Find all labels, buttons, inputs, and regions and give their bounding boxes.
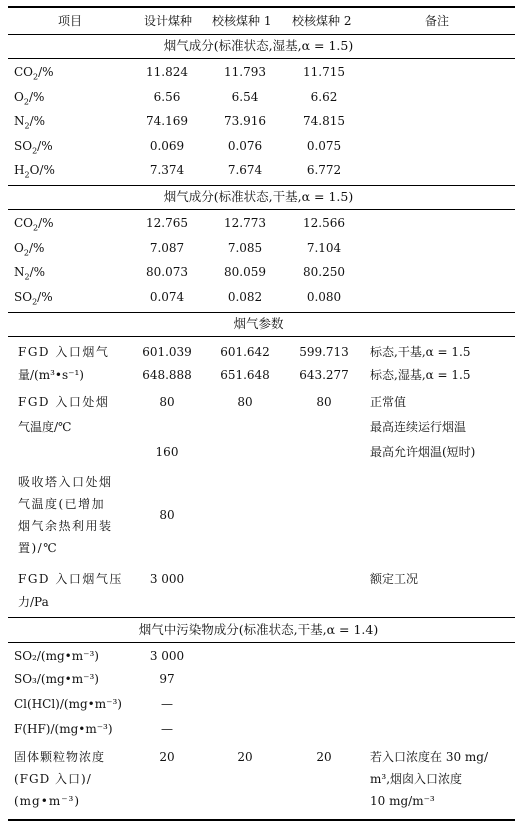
table-row [0,135,517,157]
value-check1: 6.54 [231,89,259,104]
param-press-label-1: FGD 入口烟气压 [18,572,123,586]
value: 20 [159,750,175,764]
row-label-base: SO [14,138,33,153]
value-check2: 0.080 [306,289,342,304]
section-wet-rule [8,58,515,59]
value: 3 000 [149,572,185,586]
row-label-unit: /% [28,240,45,255]
note: 额定工况 [370,572,419,586]
header-design: 设计煤种 [143,14,192,28]
pollutant-hcl-row [0,693,517,715]
row-label-unit: /% [29,265,46,279]
note-line: m³,烟囱入口浓度 [370,772,463,786]
row-label [14,261,45,283]
table-top-rule [8,6,515,8]
row-label-base: N [14,265,25,279]
section-params-top-rule [8,312,515,313]
value-check1: 11.793 [224,65,266,79]
row-label-sub: 2 [33,72,39,82]
value-check2: 7.104 [306,240,342,255]
row-label-unit: /% [38,65,54,79]
pollutant-so3-row [0,668,517,690]
param-pressure-row [0,568,517,590]
row-label-sub: 2 [23,96,29,106]
row-label-base: N [14,114,25,128]
section-params-rule [8,336,515,337]
note: 正常值 [370,395,407,409]
row-label [14,110,45,132]
label-line: (FGD 入口)/ [14,772,92,786]
row-label [14,286,53,308]
param-flow-dry-row [0,341,517,363]
row-label-unit: /% [28,89,45,104]
row-label [14,86,44,108]
value-design: 74.169 [146,114,188,128]
value-design: 12.765 [146,216,188,230]
param-temp-label-1: FGD 入口处烟 [18,395,110,409]
value-design: 7.087 [149,240,185,255]
row-label-sub: 2 [24,121,30,131]
value-check1: 0.082 [227,289,263,304]
param-absorber-row [0,504,517,526]
value-design: 7.374 [149,163,185,177]
note-line: 若入口浓度在 30 mg/ [370,750,489,764]
row-label [14,212,54,234]
table-bottom-rule [8,819,515,821]
row-label-sub: 2 [24,272,30,282]
row-label-unit: /% [29,114,46,128]
value-design: 0.074 [149,289,185,304]
note: 标态,湿基,α = 1.5 [370,368,471,382]
value-design: 11.824 [146,65,188,79]
row-label-sub: 2 [32,296,38,306]
value: 3 000 [149,649,185,663]
value-design: 80.073 [146,265,188,279]
value: 80 [316,395,332,409]
param-flow-wet-row [0,364,517,386]
table-row [0,286,517,308]
section-dry-top-rule [8,185,515,186]
pollutant-label: Cl(HCl)/(mg•m⁻³) [14,697,122,711]
row-label-base: O [14,240,24,255]
value: 651.648 [220,368,270,382]
pollutant-dust-note [370,746,488,812]
label-line: 气温度(已增加 [18,497,106,511]
value: 80 [159,395,175,409]
pollutant-label: SO₃/(mg•m⁻³) [14,672,99,686]
pollutant-label: SO₂/(mg•m⁻³) [14,649,99,663]
value-check1: 12.773 [224,216,266,230]
value: 97 [159,672,175,686]
row-label-base: SO [14,289,33,304]
row-label-base: CO [14,216,34,230]
header-rule [8,34,515,35]
note-line: 10 mg/m⁻³ [370,794,435,808]
param-temp-row [0,391,517,413]
row-label-sub: 2 [24,170,30,180]
note: 最高允许烟温(短时) [370,445,476,459]
row-label-unit: /% [37,289,53,304]
value-check2: 12.566 [303,216,345,230]
section-dry-title: 烟气成分(标准状态,干基,α = 1.5) [163,189,354,204]
pollutant-so2-row [0,645,517,667]
row-label-sub: 2 [32,145,38,155]
value: — [161,697,173,711]
value-check1: 0.076 [227,138,263,153]
label-line: (mg•m⁻³) [14,794,81,808]
table-header [0,10,517,32]
section-params-title: 烟气参数 [233,316,284,331]
value-check2: 6.62 [310,89,338,104]
header-check2: 校核煤种 2 [292,14,352,28]
value-check1: 7.085 [227,240,263,255]
row-label-sub: 2 [23,247,29,257]
value: 599.713 [299,345,349,359]
section-pollutants-top-rule [8,617,515,618]
value: 20 [316,750,332,764]
value-check2: 6.772 [306,163,342,177]
label-line: 固体颗粒物浓度 [14,750,106,764]
section-pollutants-title: 烟气中污染物成分(标准状态,干基,α = 1.4) [138,622,379,637]
header-note: 备注 [425,14,450,28]
header-item: 项目 [58,14,83,28]
value-check1: 80.059 [224,265,266,279]
param-flow-label-2: 量/(m³•s⁻¹) [18,368,84,382]
row-label-unit: /% [38,216,54,230]
value: — [161,722,173,736]
table-row [0,86,517,108]
note: 最高连续运行烟温 [370,420,467,434]
value-design: 0.069 [149,138,185,153]
value-check1: 73.916 [224,114,266,128]
note: 标态,干基,α = 1.5 [370,345,471,359]
table-row [0,261,517,283]
header-check1: 校核煤种 1 [212,14,272,28]
pollutant-label: F(HF)/(mg•m⁻³) [14,722,113,736]
section-pollutants-rule [8,642,515,643]
row-label [14,237,44,259]
section-dry-rule [8,209,515,210]
value: 601.642 [220,345,270,359]
table-row [0,237,517,259]
value: 80 [159,508,175,522]
row-label-unit: O/% [29,163,55,177]
row-label [14,135,53,157]
value-design: 6.56 [153,89,181,104]
value: 160 [155,445,179,459]
row-label-unit: /% [37,138,53,153]
param-press-label-2: 力/Pa [18,595,49,609]
row-label-sub: 2 [33,223,39,233]
param-temp-cont-row [0,416,517,438]
table-row [0,110,517,132]
pollutant-hf-row [0,718,517,740]
param-pressure-row-2 [0,591,517,613]
row-label-base: O [14,89,24,104]
row-label-base: CO [14,65,34,79]
value: 80 [237,395,253,409]
row-label [14,61,54,83]
table-row [0,61,517,83]
value-check2: 80.250 [303,265,345,279]
row-label-base: H [14,163,25,177]
value-check1: 7.674 [227,163,263,177]
param-temp-label-2: 气温度/℃ [18,420,72,434]
label-line: 置)/℃ [18,541,59,555]
value: 643.277 [299,368,349,382]
value: 20 [237,750,253,764]
value: 648.888 [142,368,192,382]
label-line: 烟气余热利用装 [18,519,113,533]
table-row [0,159,517,181]
value: 601.039 [142,345,192,359]
value-check2: 0.075 [306,138,342,153]
value-check2: 11.715 [303,65,345,79]
section-wet-title: 烟气成分(标准状态,湿基,α = 1.5) [163,38,354,53]
table-row [0,212,517,234]
row-label [14,159,55,181]
label-line: 吸收塔入口处烟 [18,475,113,489]
value-check2: 74.815 [303,114,345,128]
param-flow-label-1: FGD 入口烟气 [18,345,110,359]
param-temp-max-row [0,441,517,463]
